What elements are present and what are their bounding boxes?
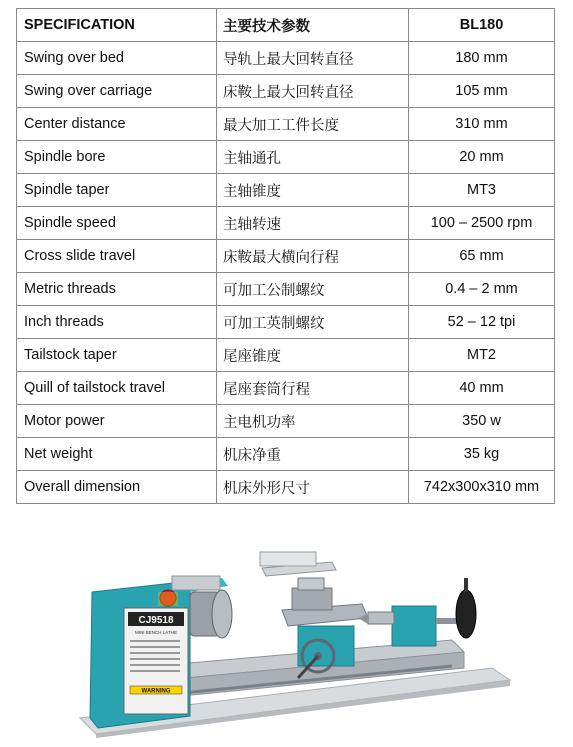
- spec-value: 40 mm: [409, 372, 555, 405]
- spec-name-en: Quill of tailstock travel: [17, 372, 217, 405]
- spec-value: 350 w: [409, 405, 555, 438]
- spec-value: 310 mm: [409, 108, 555, 141]
- spec-name-cn: 机床外形尺寸: [217, 471, 409, 504]
- plate-subtitle: MINI BENCH LATHE: [135, 630, 177, 635]
- spec-name-en: Center distance: [17, 108, 217, 141]
- warning-label: WARNING: [141, 688, 171, 695]
- header-model: BL180: [409, 9, 555, 42]
- spec-value: 180 mm: [409, 42, 555, 75]
- table-row: [17, 108, 555, 141]
- table-row: [17, 405, 555, 438]
- spec-name-cn: 床鞍上最大回转直径: [217, 75, 409, 108]
- tailstock-handwheel: [456, 590, 476, 638]
- table-row: [17, 240, 555, 273]
- spec-name-cn: 主轴转速: [217, 207, 409, 240]
- spec-name-cn: 可加工公制螺纹: [217, 273, 409, 306]
- spec-value: 100 – 2500 rpm: [409, 207, 555, 240]
- table-row: [17, 141, 555, 174]
- spec-name-cn: 尾座套筒行程: [217, 372, 409, 405]
- spec-name-en: Spindle taper: [17, 174, 217, 207]
- spec-name-cn: 导轨上最大回转直径: [217, 42, 409, 75]
- spec-name-cn: 机床净重: [217, 438, 409, 471]
- specification-table: [16, 8, 555, 504]
- spec-value: 20 mm: [409, 141, 555, 174]
- table-row: [17, 438, 555, 471]
- spec-name-en: Cross slide travel: [17, 240, 217, 273]
- spec-name-cn: 最大加工工件长度: [217, 108, 409, 141]
- spec-name-cn: 床鞍最大横向行程: [217, 240, 409, 273]
- spec-value: 0.4 – 2 mm: [409, 273, 555, 306]
- table-header-row: [17, 9, 555, 42]
- spec-name-en: Spindle bore: [17, 141, 217, 174]
- spec-value: 65 mm: [409, 240, 555, 273]
- table-row: [17, 471, 555, 504]
- spec-name-en: Metric threads: [17, 273, 217, 306]
- spec-name-en: Swing over carriage: [17, 75, 217, 108]
- spec-name-en: Tailstock taper: [17, 339, 217, 372]
- lathe-photo: [72, 548, 512, 738]
- spec-value: 105 mm: [409, 75, 555, 108]
- spec-value: MT3: [409, 174, 555, 207]
- spec-value: 35 kg: [409, 438, 555, 471]
- table-row: [17, 207, 555, 240]
- spec-name-cn: 可加工英制螺纹: [217, 306, 409, 339]
- spec-name-cn: 主轴通孔: [217, 141, 409, 174]
- spec-name-en: Net weight: [17, 438, 217, 471]
- spec-name-cn: 尾座锥度: [217, 339, 409, 372]
- spec-name-en: Swing over bed: [17, 42, 217, 75]
- header-specification: SPECIFICATION: [17, 9, 217, 42]
- table-row: [17, 372, 555, 405]
- spec-name-en: Spindle speed: [17, 207, 217, 240]
- table-row: [17, 339, 555, 372]
- spec-name-en: Inch threads: [17, 306, 217, 339]
- model-plate-text: CJ9518: [138, 615, 174, 626]
- spec-value: 742x300x310 mm: [409, 471, 555, 504]
- spec-value: 52 – 12 tpi: [409, 306, 555, 339]
- table-row: [17, 75, 555, 108]
- spec-name-cn: 主电机功率: [217, 405, 409, 438]
- table-row: [17, 273, 555, 306]
- spec-name-en: Overall dimension: [17, 471, 217, 504]
- table-row: [17, 306, 555, 339]
- spec-value: MT2: [409, 339, 555, 372]
- spec-name-en: Motor power: [17, 405, 217, 438]
- table-row: [17, 42, 555, 75]
- header-chinese-spec: 主要技术参数: [217, 9, 409, 42]
- table-row: [17, 174, 555, 207]
- spec-name-cn: 主轴锥度: [217, 174, 409, 207]
